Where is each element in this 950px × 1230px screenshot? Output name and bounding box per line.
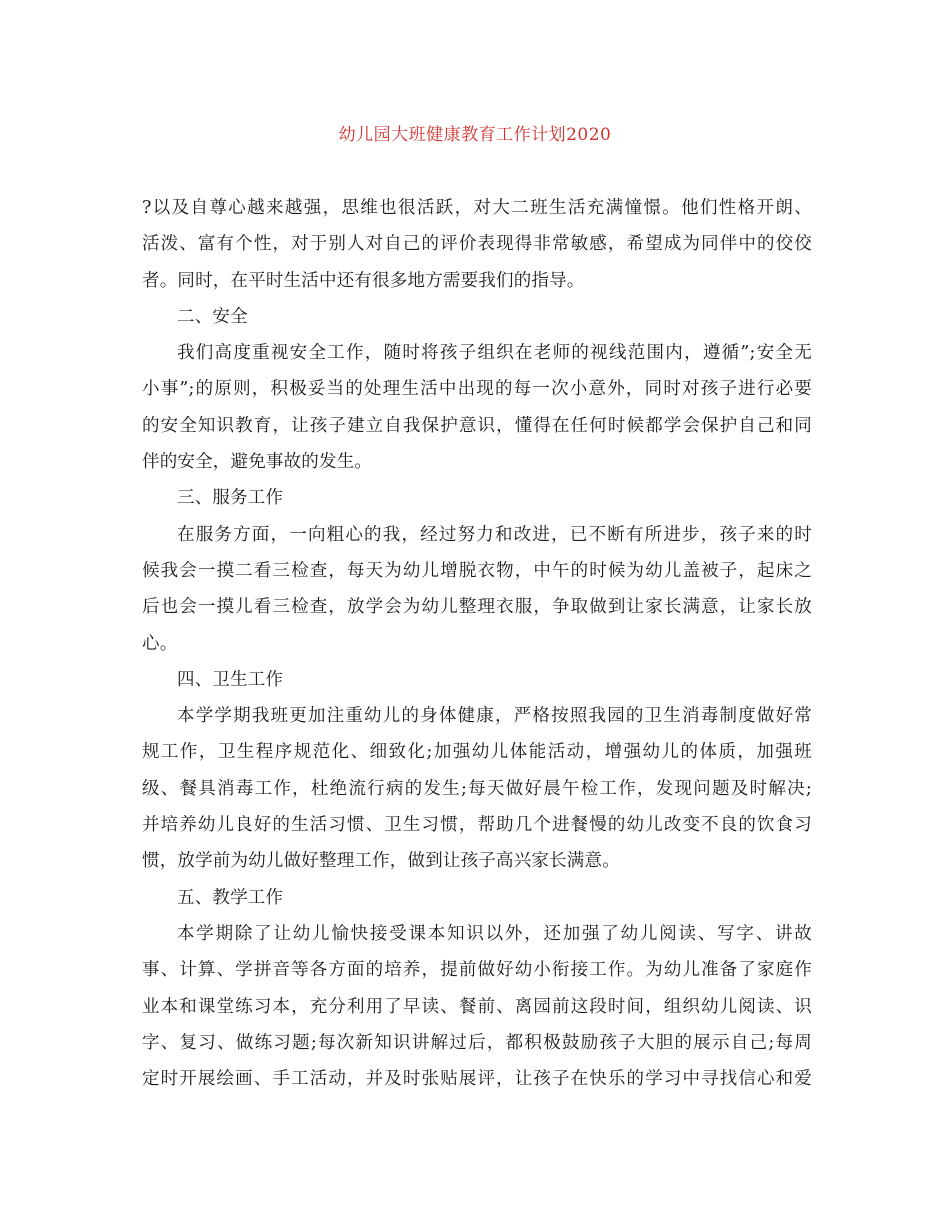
text-line: 的安全知识教育，让孩子建立自我保护意识，懂得在任何时候都学会保护自己和同	[142, 415, 812, 436]
text-line: 候我会一摸二看三检查，每天为幼儿增脱衣物，中午的时候为幼儿盖被子，起床之	[142, 560, 812, 581]
text-line: 心。	[142, 633, 178, 654]
text-line: 规工作，卫生程序规范化、细致化;加强幼儿体能活动，增强幼儿的体质，加强班	[142, 742, 812, 763]
document-title: 幼儿园大班健康教育工作计划2020	[338, 125, 612, 145]
text-line: 定时开展绘画、手工活动，并及时张贴展评，让孩子在快乐的学习中寻找信心和爱	[142, 1069, 812, 1090]
text-line: 我们高度重视安全工作，随时将孩子组织在老师的视线范围内，遵循”;安全无	[177, 343, 812, 364]
text-line: 者。同时，在平时生活中还有很多地方需要我们的指导。	[142, 270, 585, 291]
text-line: 惯，放学前为幼儿做好整理工作，做到让孩子高兴家长满意。	[142, 851, 620, 872]
text-line: 级、餐具消毒工作，杜绝流行病的发生;每天做好晨午检工作，发现问题及时解决;	[142, 778, 812, 799]
text-line: ?以及自尊心越来越强，思维也很活跃，对大二班生活充满憧憬。他们性格开朗、	[142, 198, 812, 218]
text-line: 并培养幼儿良好的生活习惯、卫生习惯，帮助几个进餐慢的幼儿改变不良的饮食习	[142, 815, 812, 836]
text-line: 活泼、富有个性，对于别人对自己的评价表现得非常敏感，希望成为同伴中的佼佼	[142, 234, 812, 255]
text-line: 业本和课堂练习本，充分利用了早读、餐前、离园前这段时间，组织幼儿阅读、识	[142, 996, 812, 1017]
text-line: 四、卫生工作	[177, 669, 284, 690]
text-line: 后也会一摸儿看三检查，放学会为幼儿整理衣服，争取做到让家长满意，让家长放	[142, 597, 812, 618]
text-line: 伴的安全，避免事故的发生。	[142, 452, 373, 473]
text-line: 在服务方面，一向粗心的我，经过努力和改进，已不断有所进步，孩子来的时	[177, 524, 812, 545]
text-line: 五、教学工作	[177, 887, 284, 908]
text-line: 三、服务工作	[177, 488, 284, 509]
text-line: 小事”;的原则，积极妥当的处理生活中出现的每一次小意外，同时对孩子进行必要	[142, 379, 812, 400]
text-line: 事、计算、学拼音等各方面的培养，提前做好幼小衔接工作。为幼儿准备了家庭作	[142, 960, 812, 981]
text-line: 本学学期我班更加注重幼儿的身体健康，严格按照我园的卫生消毒制度做好常	[177, 706, 812, 727]
text-line: 字、复习、做练习题;每次新知识讲解过后，都积极鼓励孩子大胆的展示自己;每周	[142, 1032, 812, 1053]
document-body	[142, 190, 812, 1097]
text-line: 本学期除了让幼儿愉快接受课本知识以外，还加强了幼儿阅读、写字、讲故	[177, 923, 812, 944]
text-line: 二、安全	[177, 306, 248, 327]
